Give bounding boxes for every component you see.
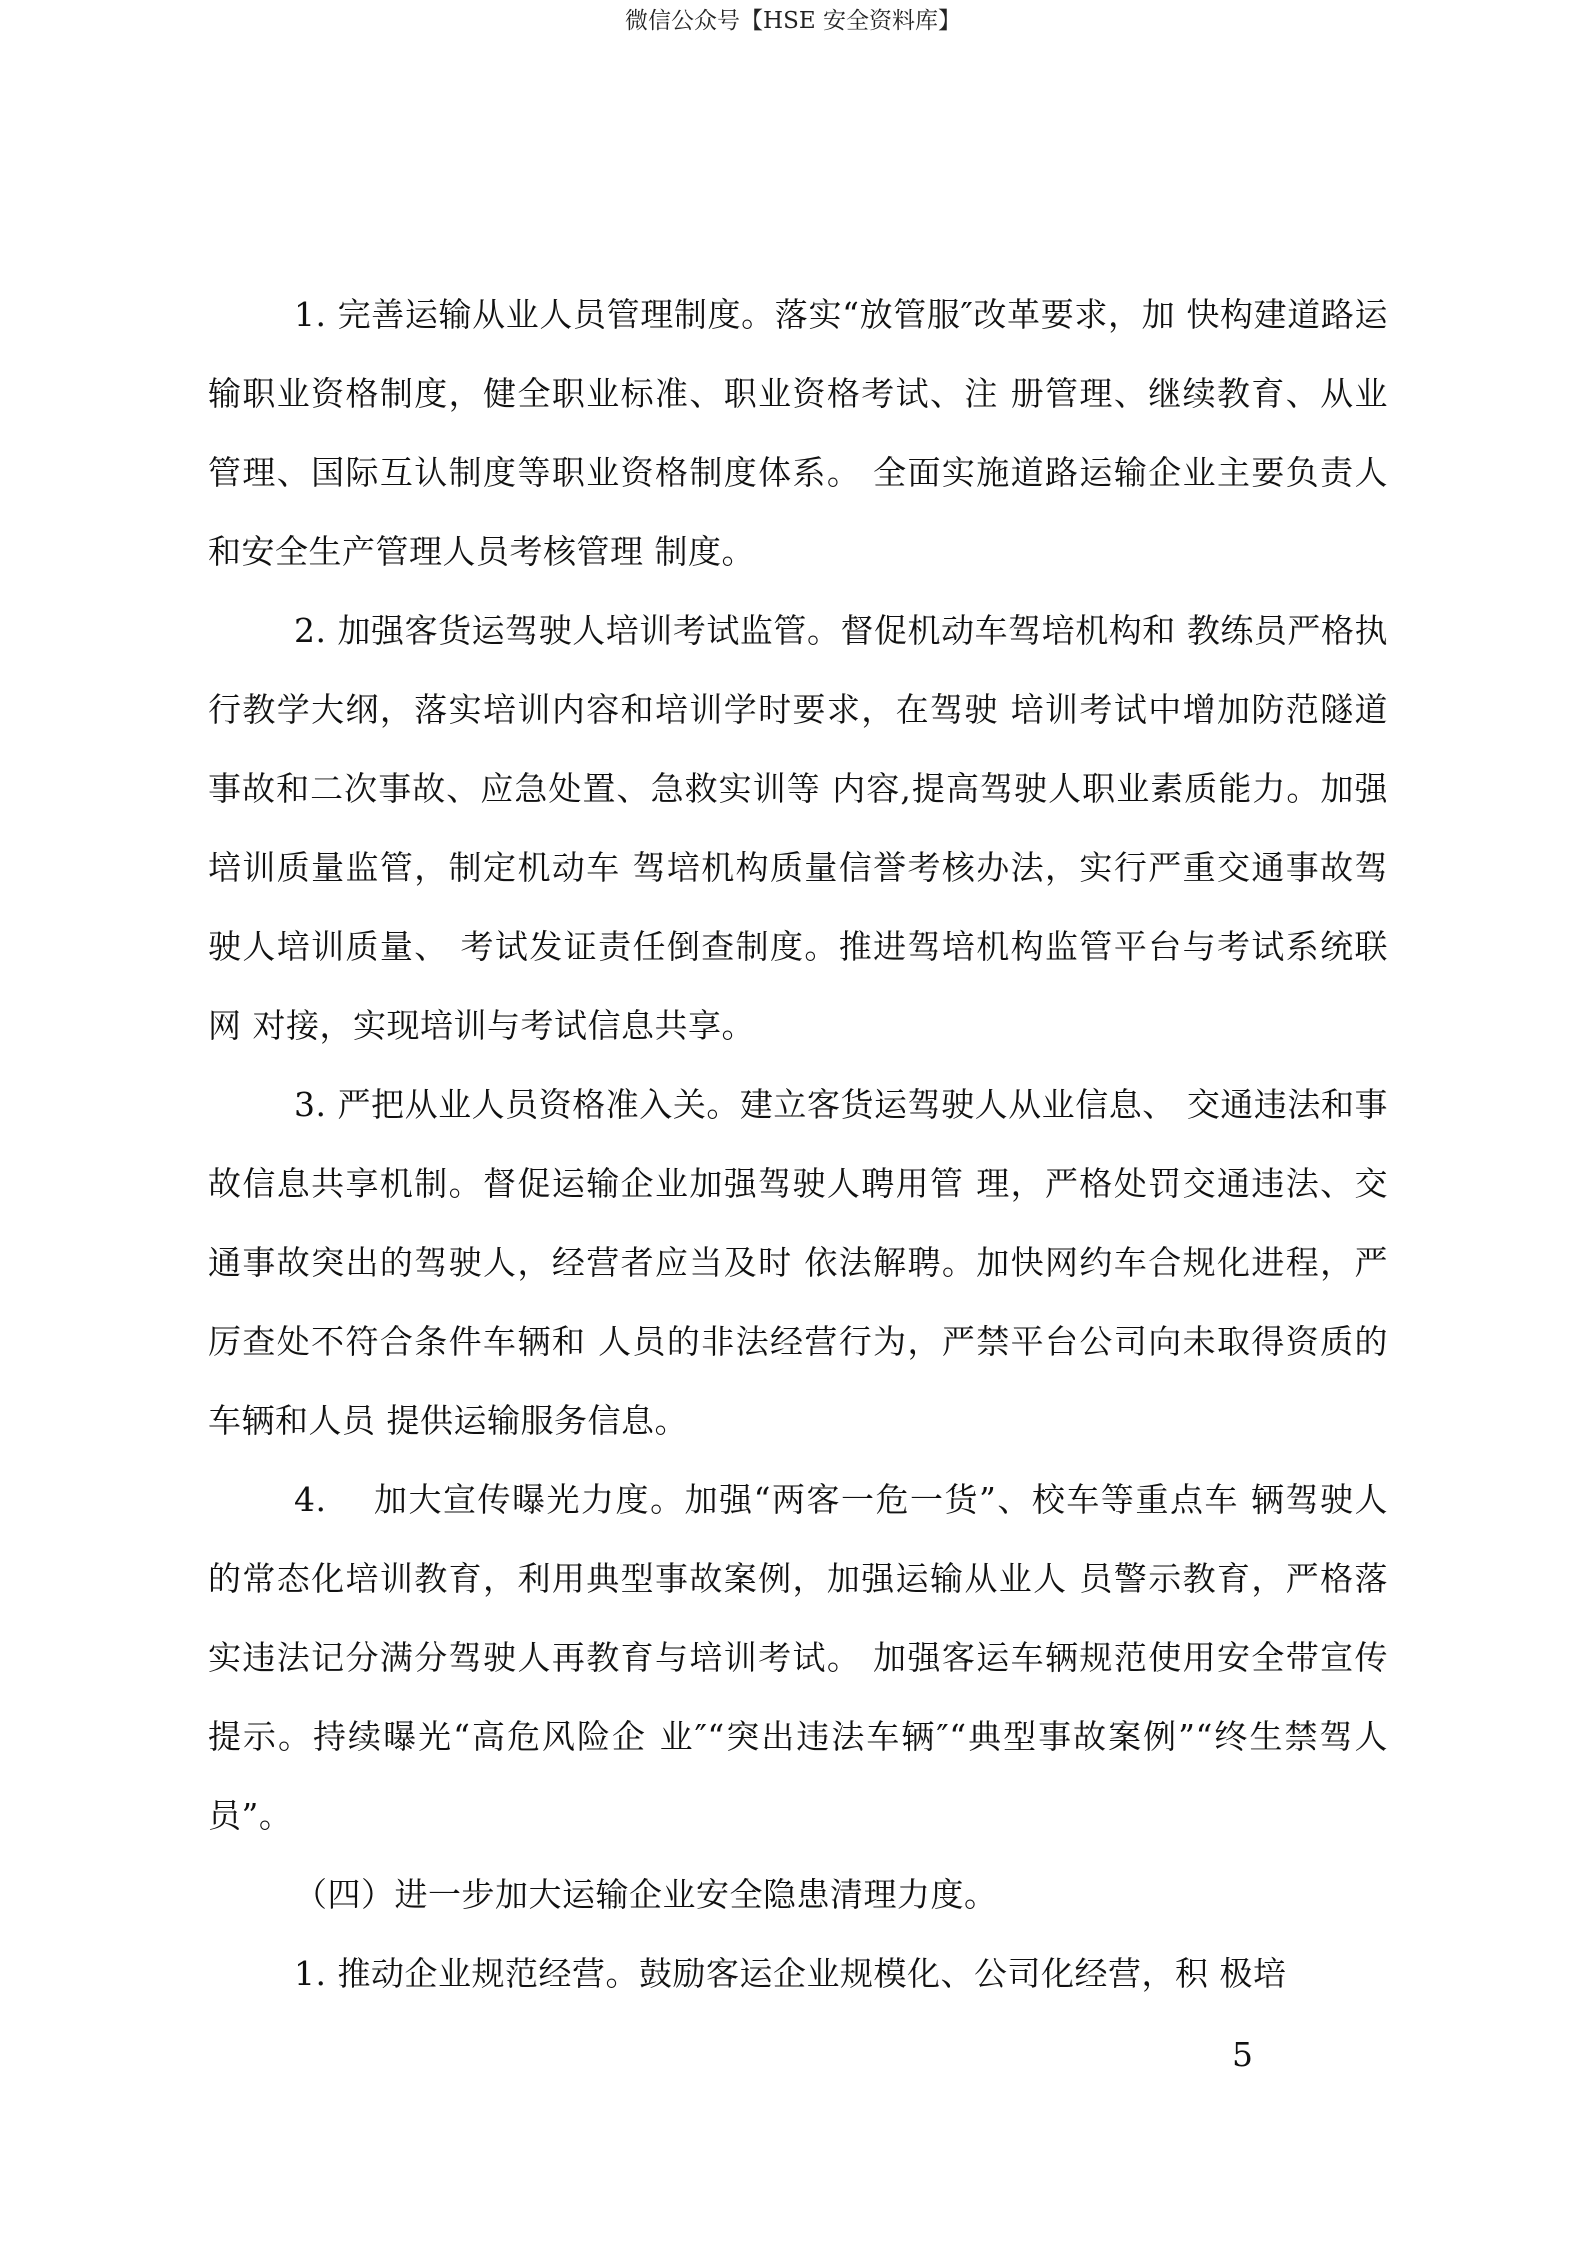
page-number: 5 xyxy=(1232,2035,1253,2074)
paragraph-1: 1. 完善运输从业人员管理制度。落实“放管服″改革要求，加 快构建道路运输职业资格制度，健全职业标准、职业资格考试、注 册管理、继续教育、从业管理、国际互认制度等职业资格制度体系。 全面实施道路运输企业主要负责人和安全生产管理人员考核管理 制度。 xyxy=(208,295,1388,571)
paragraph-2: 2. 加强客货运驾驶人培训考试监管。督促机动车驾培机构和 教练员严格执行教学大纲，落实培训内容和培训学时要求，在驾驶 培训考试中增加防范隧道事故和二次事故、应急处置、急救实训等 内容,提高驾驶人职业素质能力。加强培训质量监管，制定机动车 驾培机构质量信誉考核办法，实行严重交通事故驾驶人培训质量、 考试发证责任倒查制度。推进驾培机构监管平台与考试系统联网 对接，实现培训与考试信息共享。 xyxy=(208,611,1388,1045)
paragraph-3: 3. 严把从业人员资格准入关。建立客货运驾驶人从业信息、 交通违法和事故信息共享机制。督促运输企业加强驾驶人聘用管 理，严格处罚交通违法、交通事故突出的驾驶人，经营者应当及时 依法解聘。加快网约车合规化进程，严厉查处不符合条件车辆和 人员的非法经营行为，严禁平台公司向未取得资质的车辆和人员 提供运输服务信息。 xyxy=(208,1085,1388,1440)
page-header: 微信公众号【HSE 安全资料库】 xyxy=(625,8,961,34)
document-body xyxy=(208,275,1388,2013)
section-heading: （四）进一步加大运输企业安全隐患清理力度。 xyxy=(294,1875,998,1914)
paragraph-4: 4. 加大宣传曝光力度。加强“两客一危一货”、校车等重点车 辆驾驶人的常态化培训教育，利用典型事故案例，加强运输从业人 员警示教育，严格落实违法记分满分驾驶人再教育与培训考试。 加强客运车辆规范使用安全带宣传提示。持续曝光“高危风险企 业″“突出违法车辆″“典型事故案例”“终生禁驾人员”。 xyxy=(208,1480,1388,1835)
paragraph-5: 1. 推动企业规范经营。鼓励客运企业规模化、公司化经营，积 极培 xyxy=(294,1954,1287,1993)
